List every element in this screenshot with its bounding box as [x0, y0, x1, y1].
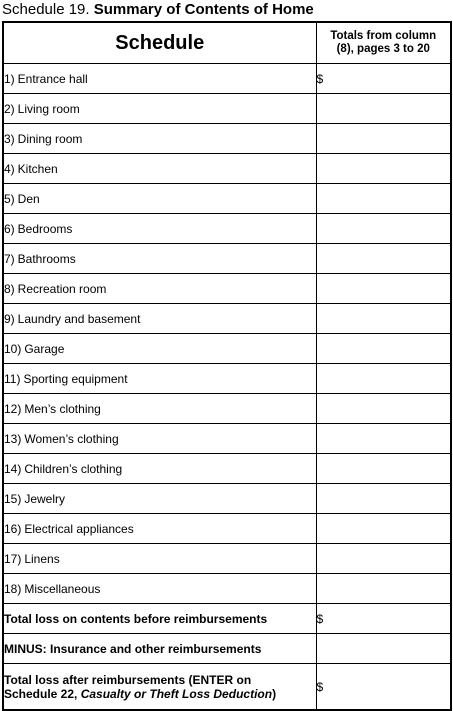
row-name: Men’s clothing	[24, 401, 101, 416]
row-number: 18)	[4, 581, 22, 596]
row-amount[interactable]	[316, 274, 451, 304]
table-row	[3, 274, 451, 304]
row-name: Bathrooms	[17, 251, 76, 266]
table-row	[3, 364, 451, 394]
row-label	[3, 334, 316, 364]
row-name: Entrance hall	[17, 71, 88, 86]
row-label	[3, 484, 316, 514]
table-row	[3, 424, 451, 454]
row-label	[3, 394, 316, 424]
row-name: Electrical appliances	[24, 521, 134, 536]
row-label	[3, 124, 316, 154]
row-label	[3, 454, 316, 484]
row-number: 1)	[4, 71, 15, 86]
row-amount[interactable]	[316, 304, 451, 334]
row-number: 17)	[4, 551, 22, 566]
row-amount[interactable]	[316, 94, 451, 124]
row-label	[3, 244, 316, 274]
row-number: 4)	[4, 161, 15, 176]
row-label	[3, 304, 316, 334]
row-amount[interactable]	[316, 244, 451, 274]
row-name: Laundry and basement	[17, 311, 141, 326]
total-before-label: Total loss on contents before reimbursements	[3, 604, 316, 634]
table-row	[3, 334, 451, 364]
row-number: 9)	[4, 311, 15, 326]
total-after-line1: Total loss after reimbursements (ENTER on	[4, 672, 252, 687]
row-name: Women’s clothing	[24, 431, 119, 446]
row-number: 3)	[4, 131, 15, 146]
row-label	[3, 94, 316, 124]
row-number: 10)	[4, 341, 22, 356]
total-after-line2b: Casualty or Theft Loss Deduction	[80, 686, 273, 701]
total-before-row	[3, 604, 451, 634]
table-row	[3, 214, 451, 244]
table-row	[3, 304, 451, 334]
row-name: Miscellaneous	[24, 581, 101, 596]
row-label	[3, 514, 316, 544]
row-number: 6)	[4, 221, 15, 236]
total-after-row	[3, 664, 451, 711]
total-after-label	[3, 664, 316, 711]
row-amount[interactable]	[316, 154, 451, 184]
row-number: 7)	[4, 251, 15, 266]
row-label	[3, 184, 316, 214]
row-number: 13)	[4, 431, 22, 446]
header-totals	[316, 22, 451, 64]
row-number: 5)	[4, 191, 15, 206]
minus-label: MINUS: Insurance and other reimbursements	[3, 634, 316, 664]
row-amount[interactable]	[316, 544, 451, 574]
row-amount[interactable]	[316, 484, 451, 514]
row-number: 16)	[4, 521, 22, 536]
row-label	[3, 544, 316, 574]
row-amount[interactable]	[316, 184, 451, 214]
total-after-line2c: )	[272, 686, 277, 701]
row-name: Living room	[17, 101, 80, 116]
table-row	[3, 244, 451, 274]
row-label	[3, 64, 316, 94]
row-label	[3, 574, 316, 604]
row-name: Garage	[24, 341, 65, 356]
row-number: 12)	[4, 401, 22, 416]
row-label	[3, 274, 316, 304]
row-name: Recreation room	[17, 281, 107, 296]
table-row	[3, 64, 451, 94]
row-name: Dining room	[17, 131, 83, 146]
table-row	[3, 124, 451, 154]
header-totals-line2: (8), pages 3 to 20	[336, 43, 430, 55]
row-name: Children’s clothing	[24, 461, 123, 476]
row-label	[3, 364, 316, 394]
table-row	[3, 394, 451, 424]
row-name: Den	[17, 191, 40, 206]
header-totals-line1: Totals from column	[330, 30, 437, 42]
row-amount[interactable]: $	[316, 64, 451, 94]
table-row	[3, 514, 451, 544]
row-name: Bedrooms	[17, 221, 73, 236]
row-amount[interactable]	[316, 124, 451, 154]
row-amount[interactable]	[316, 214, 451, 244]
row-amount[interactable]	[316, 514, 451, 544]
row-amount[interactable]	[316, 394, 451, 424]
table-row	[3, 154, 451, 184]
row-number: 14)	[4, 461, 22, 476]
title-prefix: Schedule 19.	[2, 1, 94, 18]
row-amount[interactable]	[316, 454, 451, 484]
row-name: Jewelry	[24, 491, 66, 506]
header-row	[3, 22, 451, 64]
row-name: Sporting equipment	[23, 371, 128, 386]
schedule-table	[2, 21, 452, 711]
row-name: Linens	[24, 551, 60, 566]
row-amount[interactable]	[316, 424, 451, 454]
minus-amount[interactable]	[316, 634, 451, 664]
table-row	[3, 184, 451, 214]
row-label	[3, 154, 316, 184]
row-number: 2)	[4, 101, 15, 116]
minus-row	[3, 634, 451, 664]
table-row	[3, 454, 451, 484]
table-row	[3, 484, 451, 514]
row-amount[interactable]	[316, 364, 451, 394]
row-number: 8)	[4, 281, 15, 296]
title-main: Summary of Contents of Home	[93, 1, 314, 18]
total-before-amount[interactable]: $	[316, 604, 451, 634]
total-after-line2a: Schedule 22,	[4, 686, 81, 701]
table-row	[3, 94, 451, 124]
row-label	[3, 424, 316, 454]
row-name: Kitchen	[17, 161, 58, 176]
page-title	[2, 1, 314, 19]
row-amount[interactable]	[316, 334, 451, 364]
row-amount[interactable]	[316, 574, 451, 604]
table-row	[3, 574, 451, 604]
total-after-amount[interactable]: $	[316, 664, 451, 711]
row-label	[3, 214, 316, 244]
header-schedule: Schedule	[3, 22, 316, 64]
row-number: 11)	[4, 371, 21, 386]
table-row	[3, 544, 451, 574]
row-number: 15)	[4, 491, 22, 506]
